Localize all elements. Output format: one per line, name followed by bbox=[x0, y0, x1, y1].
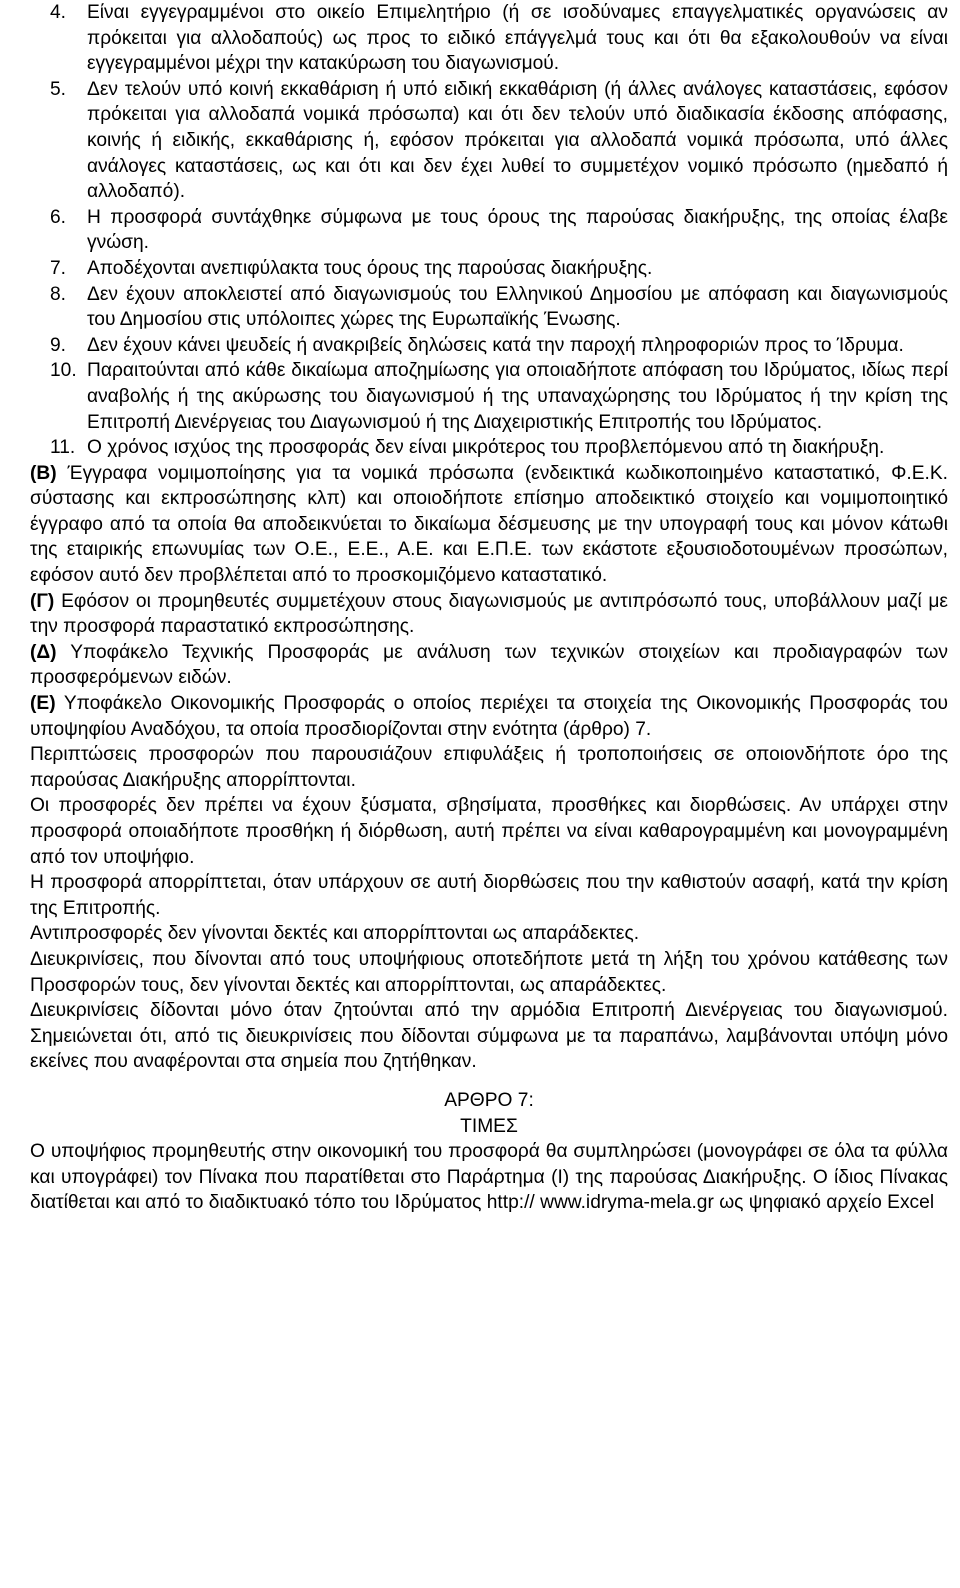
item-number: 7. bbox=[50, 257, 67, 279]
item-text: Είναι εγγεγραμμένοι στο οικείο Επιμελητήριο (ή σε ισοδύναμες επαγγελματικές οργανώσεις αν πρόκειται για αλλοδαπούς) ως προς το ειδικό επάγγελμά τους και ότι θα εξακολουθούν να είναι εγγεγραμμένοι μέχρι την κατακύρωση του διαγωνισμού. bbox=[87, 2, 948, 75]
body-paragraph: Περιπτώσεις προσφορών που παρουσιάζουν επιφυλάξεις ή τροποποιήσεις σε οποιονδήποτε όρο της παρούσας Διακήρυξης απορρίπτονται. bbox=[30, 744, 948, 791]
body-paragraph: Διευκρινίσεις δίδονται μόνο όταν ζητούνται από την αρμόδια Επιτροπή Διενέργειας του διαγωνισμού. Σημειώνεται ότι, από τις διευκρινίσεις που δίδονται σύμφωνα με τα παραπάνω, λαμβάνονται υπόψη μόνο εκείνες που αναφέρονται στα σημεία που ζητήθηκαν. bbox=[30, 1000, 948, 1073]
item-text: Αποδέχονται ανεπιφύλακτα τους όρους της παρούσας διακήρυξης. bbox=[87, 257, 653, 279]
list-item bbox=[30, 77, 948, 205]
final-paragraph: Ο υποψήφιος προμηθευτής στην οικονομική του προσφορά θα συμπληρώσει (μονογράφει σε όλα τα φύλλα και υπογράφει) τον Πίνακα που παρατίθεται στο Παράρτημα (Ι) της παρούσας Διακήρυξης. Ο ίδιος Πίνακας διατίθεται και από το διαδικτυακό τόπο του Ιδρύματος http:// www.idryma-mela.gr ως ψηφιακό αρχείο Excel bbox=[30, 1141, 948, 1214]
body-paragraph: Αντιπροσφορές δεν γίνονται δεκτές και απορρίπτονται ως απαράδεκτες. bbox=[30, 923, 640, 945]
section-e-label: (Ε) bbox=[30, 693, 56, 715]
section-b-paragraph bbox=[30, 461, 948, 589]
item-number: 5. bbox=[50, 78, 67, 100]
item-text: Ο χρόνος ισχύος της προσφοράς δεν είναι μικρότερος του προβλεπόμενου από τη διακήρυξη. bbox=[87, 437, 885, 459]
item-number: 6. bbox=[50, 206, 67, 228]
item-number: 8. bbox=[50, 283, 67, 305]
section-g-label: (Γ) bbox=[30, 590, 55, 612]
item-number: 9. bbox=[50, 334, 67, 356]
list-item bbox=[30, 435, 948, 461]
list-item bbox=[30, 205, 948, 256]
section-b-text: Έγγραφα νομιμοποίησης για τα νομικά πρόσωπα (ενδεικτικά κωδικοποιημένο καταστατικό, Φ.Ε.Κ. σύστασης και εκπροσώπησης κλπ) και οποιοδήποτε επίσημο αποδεικτικό στοιχείο και νομιμοποιητικό έγγραφο από τα οποία θα αποδεικνύεται το δικαίωμα δέσμευσης με την υπογραφή τους και μόνον κάτωθι της εταιρικής επωνυμίας των Ο.Ε., Ε.Ε., Α.Ε. και Ε.Π.Ε. των εκάστοτε εξουσιοδοτουμένων προσώπων, εφόσον αυτό δεν προβλέπεται από το προσκομιζόμενο καταστατικό. bbox=[30, 462, 948, 587]
article-title: ΤΙΜΕΣ bbox=[460, 1115, 518, 1137]
item-text: Παραιτούνται από κάθε δικαίωμα αποζημίωσης για οποιαδήποτε απόφαση του Ιδρύματος, ιδίως περί αναβολής ή της ακύρωσης του διαγωνισμού ή της υπαναχώρησης του Ιδρύματος ή την κρίση της Επιτροπή Διενέργειας του Διαγωνισμού ή της Διαχειριστικής Επιτροπής του Ιδρύματος. bbox=[87, 360, 948, 433]
section-d-text: Υποφάκελο Τεχνικής Προσφοράς με ανάλυση των τεχνικών στοιχείων και προδιαγραφών των προσφερόμενων ειδών. bbox=[30, 641, 948, 689]
section-g-text: Εφόσον οι προμηθευτές συμμετέχουν στους διαγωνισμούς με αντιπρόσωπό τους, υποβάλλουν μαζί με την προσφορά παραστατικό εκπροσώπησης. bbox=[30, 590, 948, 638]
section-e-text: Υποφάκελο Οικονομικής Προσφοράς ο οποίος περιέχει τα στοιχεία της Οικονομικής Προσφοράς του υποψηφίου Αναδόχου, τα οποία προσδιορίζονται στην ενότητα (άρθρο) 7. bbox=[30, 693, 948, 740]
list-item bbox=[30, 0, 948, 77]
item-text: Δεν τελούν υπό κοινή εκκαθάριση ή υπό ειδική εκκαθάριση (ή άλλες ανάλογες καταστάσεις, εφόσον πρόκειται για αλλοδαπά νομικά πρόσωπα) και ότι δεν τελούν υπό διαδικασία έκδοσης απόφασης, κοινής ή ειδικής, εκκαθάρισης ή, εφόσον πρόκειται για αλλοδαπά νομικά πρόσωπα, υπό άλλες ανάλογες καταστάσεις, ως και ότι και δεν έχει λυθεί το συμμετέχον νομικό πρόσωπο (ημεδαπό ή αλλοδαπό). bbox=[87, 78, 948, 203]
list-item bbox=[30, 358, 948, 435]
body-paragraph: Οι προσφορές δεν πρέπει να έχουν ξύσματα, σβησίματα, προσθήκες και διορθώσεις. Αν υπάρχει στην προσφορά οποιαδήποτε προσθήκη ή διόρθωση, αυτή πρέπει να είναι καθαρογραμμένη και μονογραμμένη από τον υποψήφιο. bbox=[30, 795, 948, 868]
list-item bbox=[30, 333, 948, 359]
list-item bbox=[30, 282, 948, 333]
body-paragraph: Διευκρινίσεις, που δίνονται από τους υποψήφιους οποτεδήποτε μετά τη λήξη του χρόνου κατάθεσης των Προσφορών τους, δεν γίνονται δεκτές και απορρίπτονται, ως απαράδεκτες. bbox=[30, 948, 948, 996]
item-text: Δεν έχουν αποκλειστεί από διαγωνισμούς του Ελληνικού Δημοσίου με απόφαση και διαγωνισμούς του Δημοσίου στις υπόλοιπες χώρες της Ευρωπαϊκής Ένωσης. bbox=[87, 283, 948, 331]
section-g-paragraph bbox=[30, 589, 948, 640]
item-number: 4. bbox=[50, 2, 67, 23]
item-text: Δεν έχουν κάνει ψευδείς ή ανακριβείς δηλώσεις κατά την παροχή πληροφοριών προς το Ίδρυμα. bbox=[87, 334, 904, 356]
section-d-label: (Δ) bbox=[30, 641, 57, 663]
item-text: Η προσφορά συντάχθηκε σύμφωνα με τους όρους της παρούσας διακήρυξης, της οποίας έλαβε γνώση. bbox=[87, 206, 948, 254]
section-d-paragraph bbox=[30, 640, 948, 691]
item-number: 10. bbox=[50, 360, 77, 382]
article-heading: ΑΡΘΡΟ 7: bbox=[444, 1089, 534, 1111]
body-paragraph: Η προσφορά απορρίπτεται, όταν υπάρχουν σε αυτή διορθώσεις που την καθιστούν ασαφή, κατά την κρίση της Επιτροπής. bbox=[30, 872, 948, 919]
section-e-paragraph bbox=[30, 691, 948, 742]
list-item bbox=[30, 256, 948, 282]
item-number: 11. bbox=[50, 437, 76, 459]
section-b-label: (Β) bbox=[30, 462, 57, 484]
